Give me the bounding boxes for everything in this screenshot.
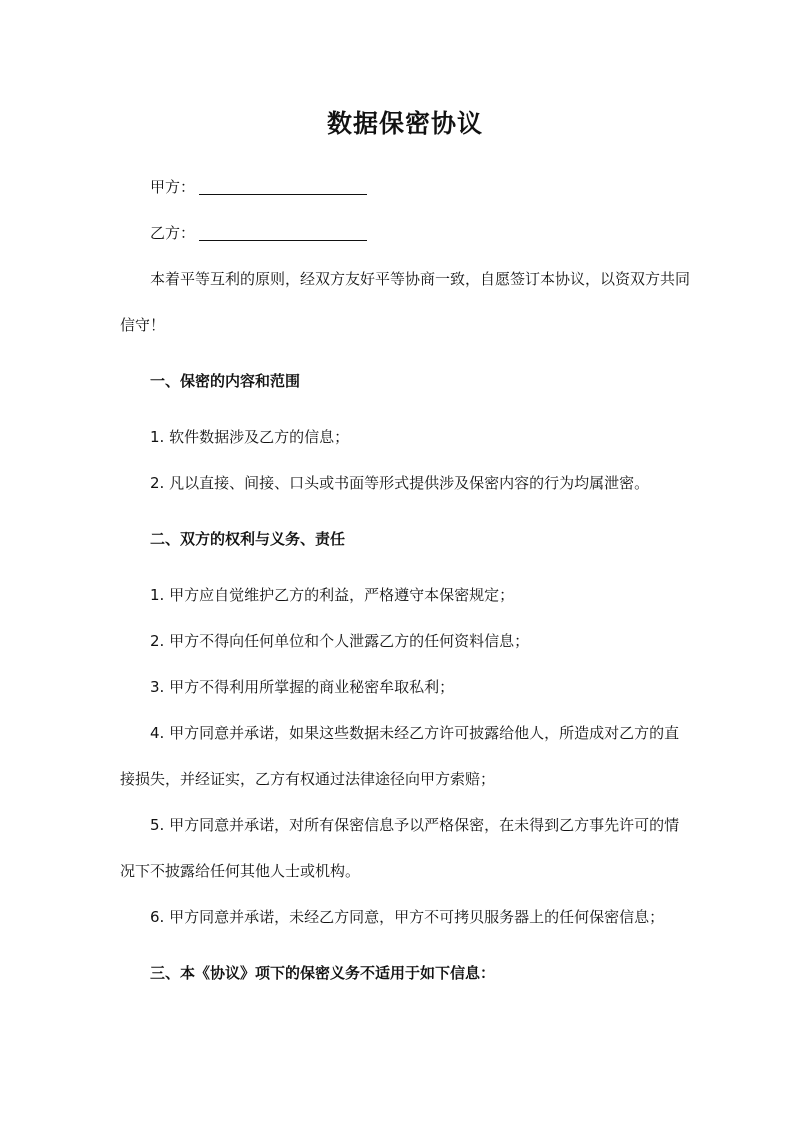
section-item: 3. 甲方不得利用所掌握的商业秘密牟取私利； — [150, 678, 455, 696]
section-item: 2. 凡以直接、间接、口头或书面等形式提供涉及保密内容的行为均属泄密。 — [150, 474, 650, 492]
party-b-blank-line[interactable] — [199, 222, 367, 241]
party-b-row — [120, 210, 690, 256]
party-a-row — [120, 164, 690, 210]
party-b-label: 乙方： — [150, 224, 196, 242]
intro-paragraph: 本着平等互利的原则，经双方友好平等协商一致，自愿签订本协议，以资双方共同信守！ — [120, 270, 691, 334]
document-title: 数据保密协议 — [326, 109, 483, 138]
section-item: 4. 甲方同意并承诺，如果这些数据未经乙方许可披露给他人，所造成对乙方的直接损失，并经证实，乙方有权通过法律途径向甲方索赔； — [120, 724, 680, 788]
section-heading: 二、双方的权利与义务、责任 — [150, 530, 346, 548]
party-a-blank-line[interactable] — [199, 176, 367, 195]
section-item: 1. 软件数据涉及乙方的信息； — [150, 428, 350, 446]
section-item: 6. 甲方同意并承诺，未经乙方同意，甲方不可拷贝服务器上的任何保密信息； — [150, 908, 665, 926]
section-heading: 三、本《协议》项下的保密义务不适用于如下信息： — [150, 964, 496, 982]
section-item: 5. 甲方同意并承诺，对所有保密信息予以严格保密，在未得到乙方事先许可的情况下不披露给任何其他人士或机构。 — [120, 816, 680, 880]
party-a-label: 甲方： — [150, 178, 196, 196]
section-item: 1. 甲方应自觉维护乙方的利益，严格遵守本保密规定； — [150, 586, 515, 604]
section-item: 2. 甲方不得向任何单位和个人泄露乙方的任何资料信息； — [150, 632, 530, 650]
section-heading: 一、保密的内容和范围 — [150, 372, 301, 390]
